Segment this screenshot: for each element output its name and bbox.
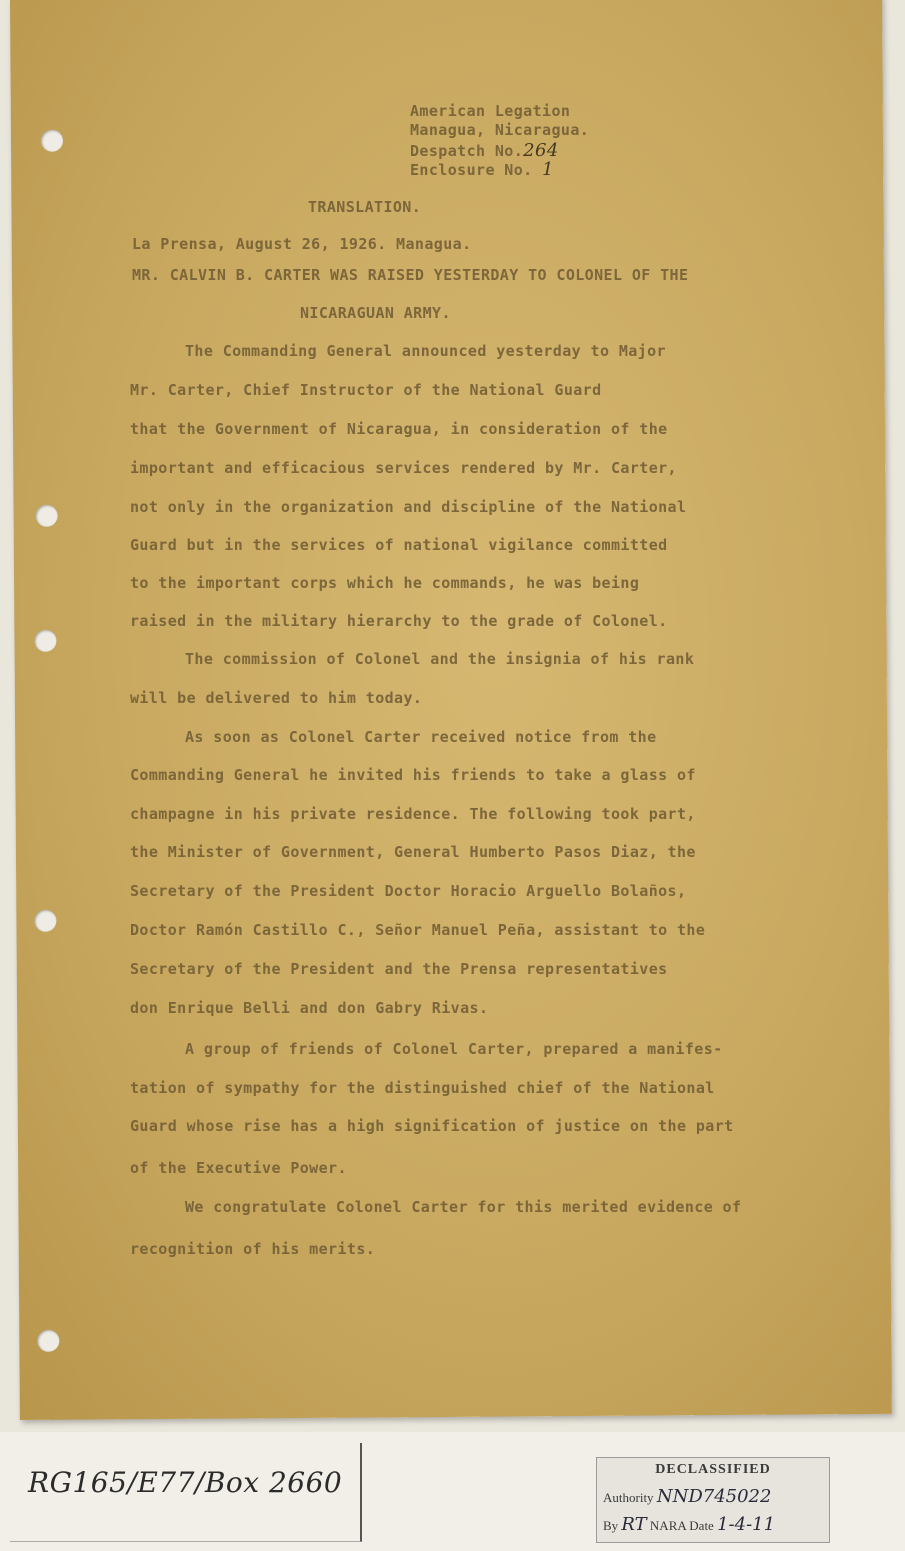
punch-hole [41, 130, 63, 152]
archive-label: RG165/E77/Box 2660 [28, 1466, 343, 1499]
body-line: the Minister of Government, General Humberto Pasos Diaz, the [130, 843, 696, 861]
header-line-2: Managua, Nicaragua. [410, 121, 590, 139]
body-line: The Commanding General announced yesterday to Major [185, 342, 666, 360]
enclosure-label: Enclosure No. [410, 161, 533, 179]
header-line-4 [410, 159, 554, 180]
body-line: tation of sympathy for the distinguished chief of the National [130, 1079, 715, 1097]
source-line: La Prensa, August 26, 1926. Managua. [132, 235, 472, 253]
headline-line-2: NICARAGUAN ARMY. [300, 304, 451, 322]
document-title: TRANSLATION. [308, 198, 422, 216]
body-line: As soon as Colonel Carter received notice from the [185, 728, 657, 746]
body-line: important and efficacious services rendered by Mr. Carter, [130, 459, 677, 477]
body-line: A group of friends of Colonel Carter, prepared a manifes- [185, 1040, 723, 1058]
punch-hole [37, 1330, 59, 1352]
body-line: not only in the organization and discipline of the National [130, 498, 687, 516]
despatch-label: Despatch No. [410, 142, 524, 160]
body-line: don Enrique Belli and don Gabry Rivas. [130, 999, 489, 1017]
body-line: Guard whose rise has a high signification of justice on the part [130, 1117, 734, 1135]
body-line: recognition of his merits. [130, 1240, 376, 1258]
stamp-authority-value: NND745022 [656, 1486, 772, 1507]
headline-line-1: MR. CALVIN B. CARTER WAS RAISED YESTERDAY TO COLONEL OF THE [132, 266, 689, 284]
body-line: champagne in his private residence. The following took part, [130, 805, 696, 823]
stamp-nara-value: 1-4-11 [717, 1514, 776, 1535]
enclosure-number: 1 [542, 159, 554, 180]
body-line: Secretary of the President and the Prensa representatives [130, 960, 668, 978]
punch-hole [36, 505, 58, 527]
punch-hole [34, 910, 56, 932]
punch-hole [34, 630, 56, 652]
stamp-authority-row [603, 1486, 771, 1507]
body-line: to the important corps which he commands, he was being [130, 574, 640, 592]
header-line-1: American Legation [410, 102, 571, 120]
body-line: Mr. Carter, Chief Instructor of the National Guard [130, 381, 602, 399]
body-line: Guard but in the services of national vigilance committed [130, 536, 668, 554]
body-line: Doctor Ramón Castillo C., Señor Manuel Peña, assistant to the [130, 921, 706, 939]
body-line: We congratulate Colonel Carter for this merited evidence of [185, 1198, 742, 1216]
body-line: Secretary of the President Doctor Horacio Arguello Bolaños, [130, 882, 687, 900]
declassified-stamp [596, 1457, 830, 1543]
stamp-by-label: By [603, 1518, 619, 1533]
stamp-title: DECLASSIFIED [655, 1462, 771, 1477]
header-line-3 [410, 140, 559, 161]
stamp-nara-label: NARA Date [649, 1518, 714, 1533]
body-line: raised in the military hierarchy to the grade of Colonel. [130, 612, 668, 630]
stamp-by-row [603, 1514, 775, 1535]
body-line: Commanding General he invited his friends to take a glass of [130, 766, 696, 784]
despatch-number: 264 [523, 140, 559, 161]
stamp-authority-label: Authority [603, 1490, 654, 1505]
stamp-by-value: RT [621, 1514, 647, 1535]
body-line: that the Government of Nicaragua, in consideration of the [130, 420, 668, 438]
body-line: of the Executive Power. [130, 1159, 347, 1177]
body-line: The commission of Colonel and the insignia of his rank [185, 650, 695, 668]
body-line: will be delivered to him today. [130, 689, 423, 707]
